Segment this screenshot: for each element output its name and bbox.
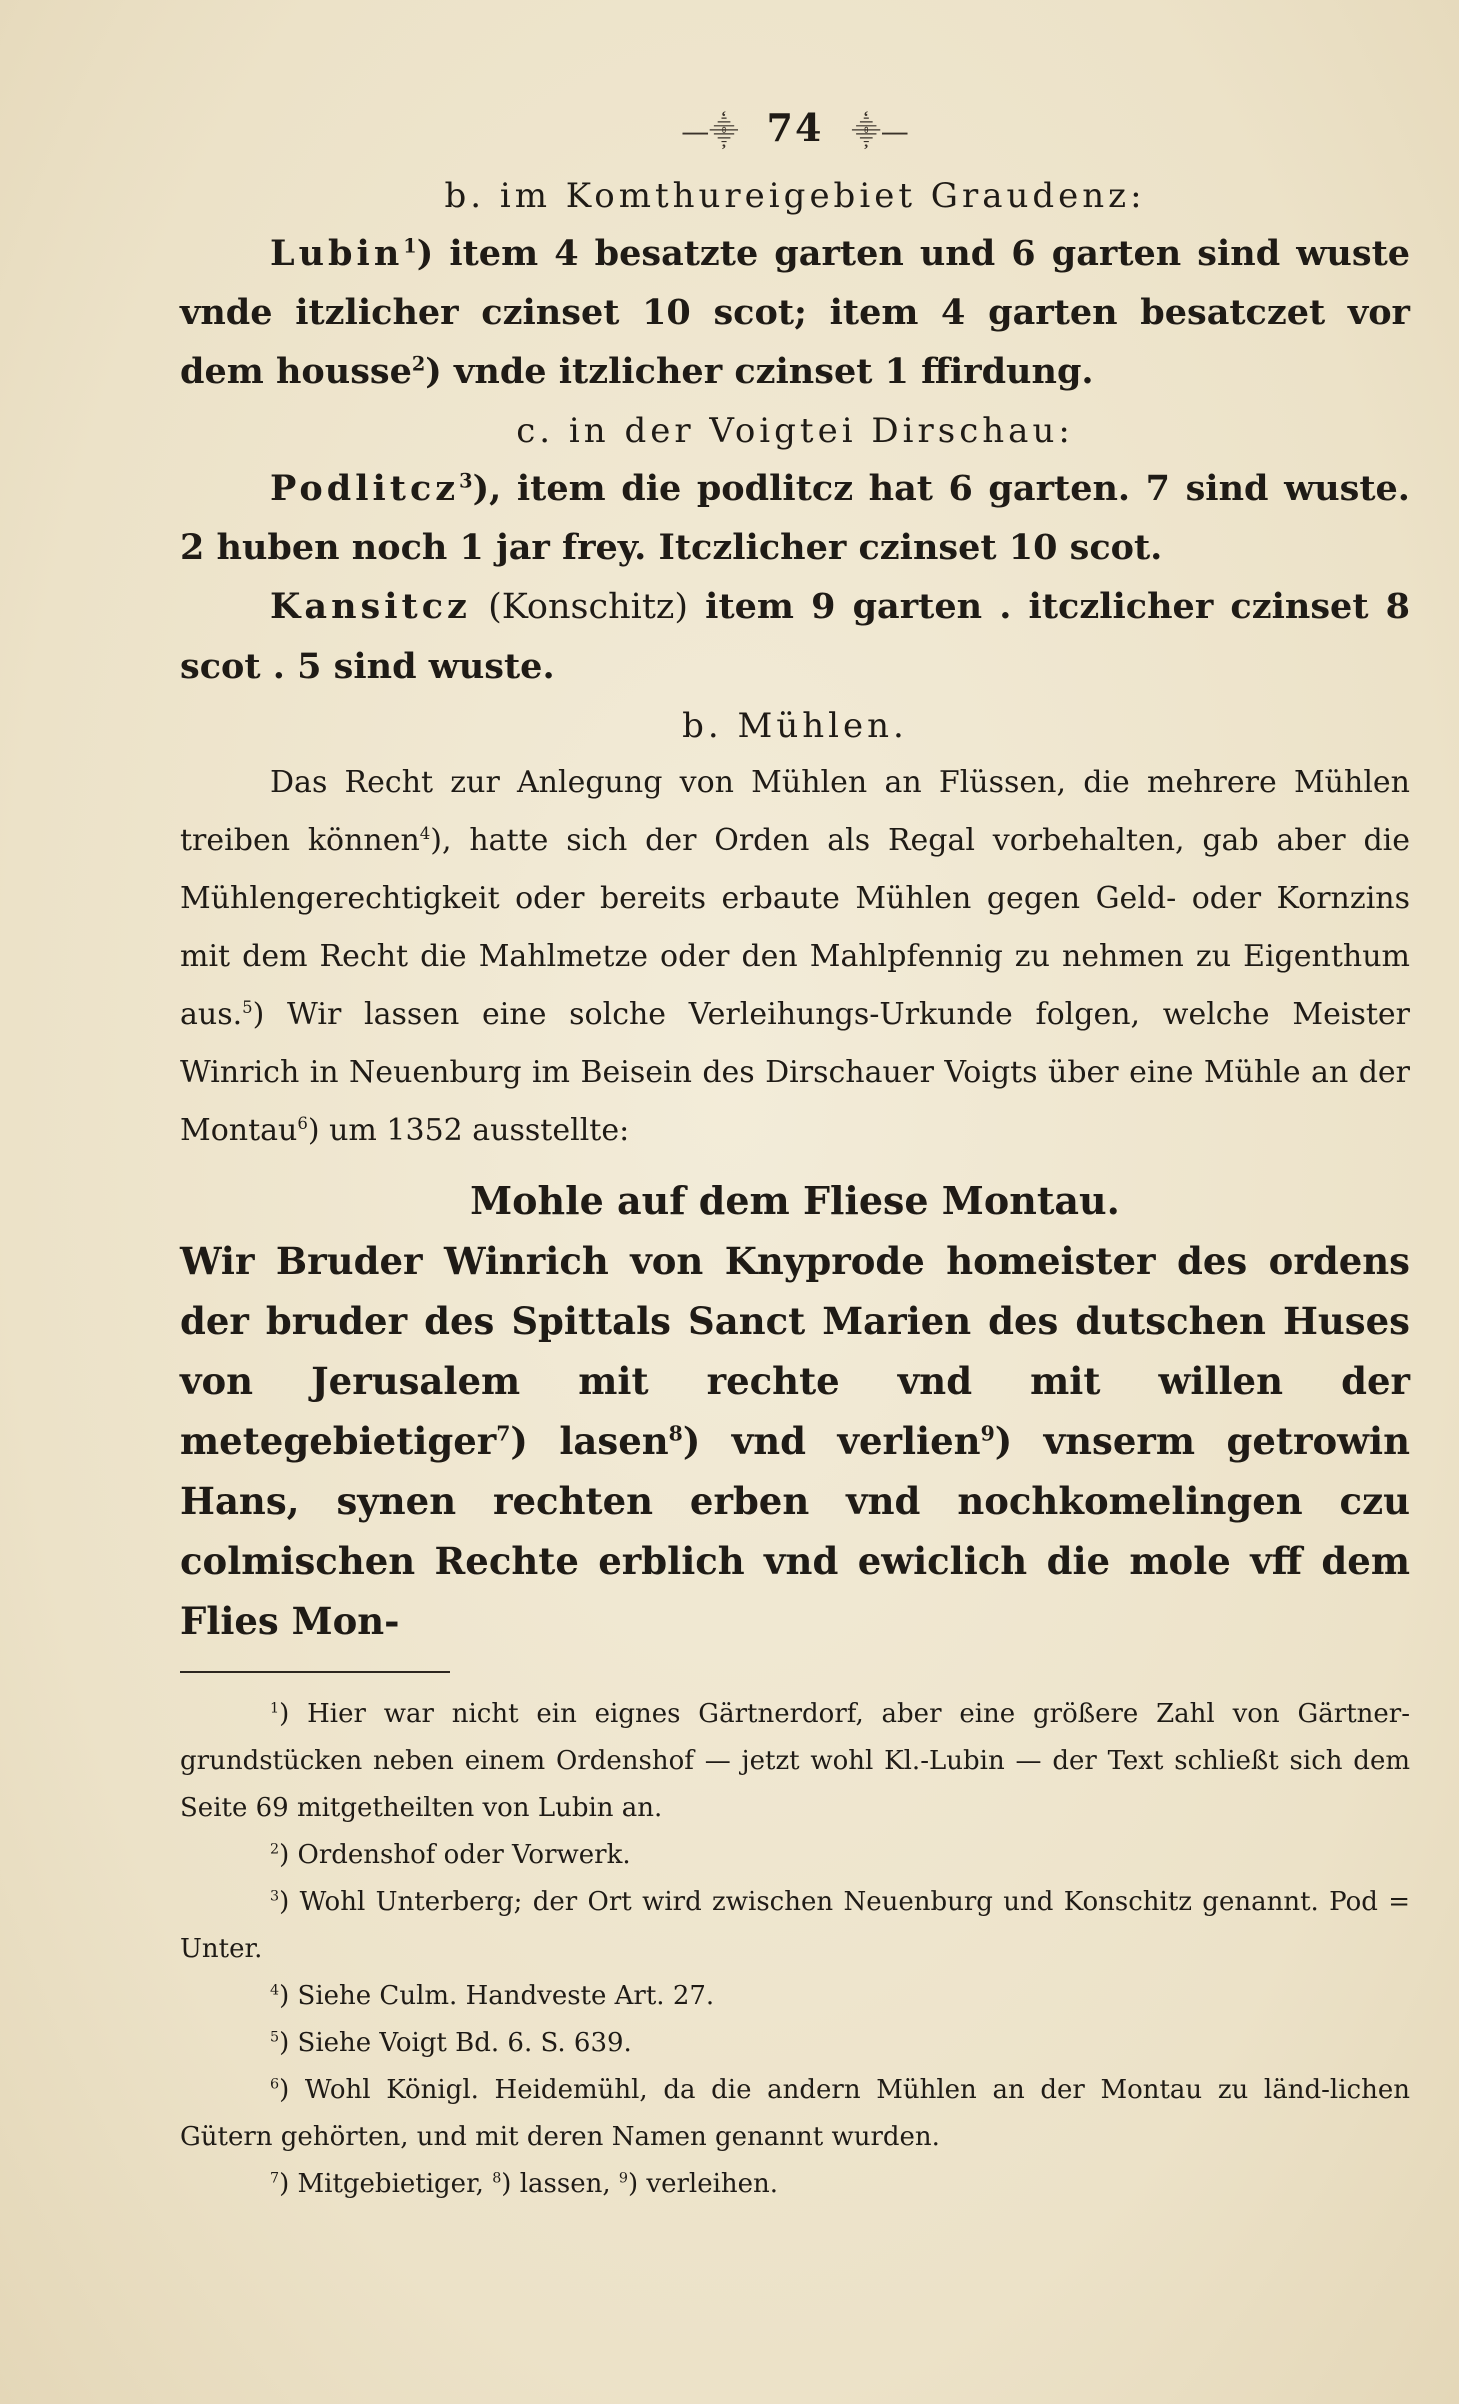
podlitcz-entry [180,459,1410,577]
charter-text-3: ) vnd verlien [682,1419,981,1463]
footnote-ref-8: 8 [668,1421,683,1446]
footnote-ref-7: 7 [496,1421,511,1446]
footnote-5 [180,2020,1410,2067]
charter-text-2: ) lasen [510,1419,669,1463]
footnote-ref-9: 9 [980,1421,995,1446]
footnote-6 [180,2067,1410,2161]
footnote-mark: 2 [270,1841,280,1858]
kansitcz-text: item 9 garten . itczlicher czinset 8 scot . 5 sind wuste. [180,586,1410,687]
para-text-1: Das Recht zur Anlegung von Mühlen an Flüssen, die mehrere Mühlen treiben können [180,765,1410,858]
charter-title: Mohle auf dem Fliese Montau. [470,1178,1120,1223]
footnote-text: ) verleihen. [627,2169,779,2199]
footnote-text: ) Ordenshof oder Vorwerk. [279,1840,631,1870]
page-number: 74 [766,105,824,150]
footnotes [180,1691,1410,2208]
footnote-2 [180,1832,1410,1879]
footnote-text: ) Siehe Culm. Handveste Art. 27. [279,1981,715,2011]
footnote-1 [180,1691,1410,1832]
section-heading-muehlen: b. Mühlen. [682,706,908,746]
mills-paragraph [180,754,1410,1160]
footnote-mark: 1 [270,1700,280,1717]
footnote-text: ) Wohl Unterberg; der Ort wird zwischen Neuenburg und Konschitz genannt. Pod = Unter. [180,1887,1410,1964]
place-name-kansitcz: Kansitcz [270,586,471,627]
footnote-4 [180,1973,1410,2020]
footnote-text: ) lassen, [501,2169,611,2199]
footnote-mark: 9 [618,2170,628,2187]
charter-text-4: ) vnserm getrowin Hans, synen rechten erben vnd nochkomelingen czu colmischen Rechte erblich vnd ewiclich die mole vff dem Flies Mon- [180,1419,1410,1643]
footnote-ref-4: 4 [419,824,431,843]
para-text-4: ) um 1352 ausstellte: [307,1113,630,1148]
podlitcz-text: ), item die podlitcz hat 6 garten. 7 sind wuste. 2 huben noch 1 jar frey. Itczlicher czinset 10 scot. [180,468,1410,568]
header-ornament-left: —⸎ [681,115,739,148]
footnote-7-8-9 [180,2161,1410,2208]
kansitcz-modern-name: (Konschitz) [488,587,688,627]
footnote-text: ) Siehe Voigt Bd. 6. S. 639. [279,2028,632,2058]
footnote-mark: 6 [270,2076,280,2093]
footnote-text: ) Hier war nicht ein eignes Gärtnerdorf, aber eine größere Zahl von Gärtner-grundstücken neben einem Ordenshof — jetzt wohl Kl.-Lubin — der Text schließt sich dem Seite 69 mitgetheilten von Lubin an. [180,1699,1410,1823]
header-ornament-right: ⸎— [851,115,909,148]
footnote-text: ) Wohl Königl. Heidemühl, da die andern Mühlen an der Montau zu länd-lichen Gütern gehörten, und mit deren Namen genannt wurden. [180,2075,1410,2152]
charter-text [180,1231,1410,1651]
lubin-text-a: item 4 besatzte garten und 6 garten sind wuste vnde itzlicher czinset 10 scot; item 4 garten besatczet vor dem housse [180,233,1411,392]
place-name-lubin: Lubin [270,233,404,274]
lubin-text-b: vnde itzlicher czinset 1 ffirdung. [454,351,1094,392]
footnote-ref-1: 1 [403,234,417,258]
footnote-mark: 7 [270,2170,280,2187]
footnote-mark: 3 [270,1888,280,1905]
place-name-podlitcz: Podlitcz [270,468,460,509]
kansitcz-entry [180,577,1410,696]
lubin-entry: Lubin$^1$) item 4 besatzte garten und 6 garten sind wuste vnde itzlicher czinset 10 scot; item 4 garten besatczet vor dem housse$^2$) vnde itzlicher czinset 1 ffirdung. [180,233,1411,392]
footnote-ref-3: 3 [459,469,473,493]
footnote-ref-6: 6 [297,1114,308,1133]
footnote-divider [180,1671,450,1673]
footnote-text: ) Mitgebietiger, [279,2169,484,2199]
page-content [180,105,1410,2208]
footnote-ref-2: 2 [411,352,426,376]
section-heading-dirschau: c. in der Voigtei Dirschau: [516,411,1074,451]
footnote-mark: 8 [492,2170,502,2187]
section-heading-graudenz: b. im Komthureigebiet Graudenz: [444,176,1146,216]
para-text-3: ) Wir lassen eine solche Verleihungs-Urkunde folgen, welche Meister Winrich in Neuenburg im Beisein des Dirschauer Voigts über eine Mühle an der Montau [180,997,1410,1148]
footnote-mark: 5 [270,2029,280,2046]
charter-text-1: Wir Bruder Winrich von Knyprode homeister des ordens der bruder des Spittals Sanct Marien des dutschen Huses von Jerusalem mit rechte vnd mit willen der metegebietiger [180,1239,1410,1463]
footnote-mark: 4 [270,1982,280,1999]
footnote-3 [180,1879,1410,1973]
page-header [180,105,1410,150]
para-text-2: ), hatte sich der Orden als Regal vorbehalten, gab aber die Mühlengerechtigkeit oder bereits erbaute Mühlen gegen Geld- oder Kornzins mit dem Recht die Mahlmetze oder den Mahlpfennig zu nehmen zu Eigenthum aus. [180,823,1410,1032]
footnote-ref-5: 5 [242,998,253,1017]
